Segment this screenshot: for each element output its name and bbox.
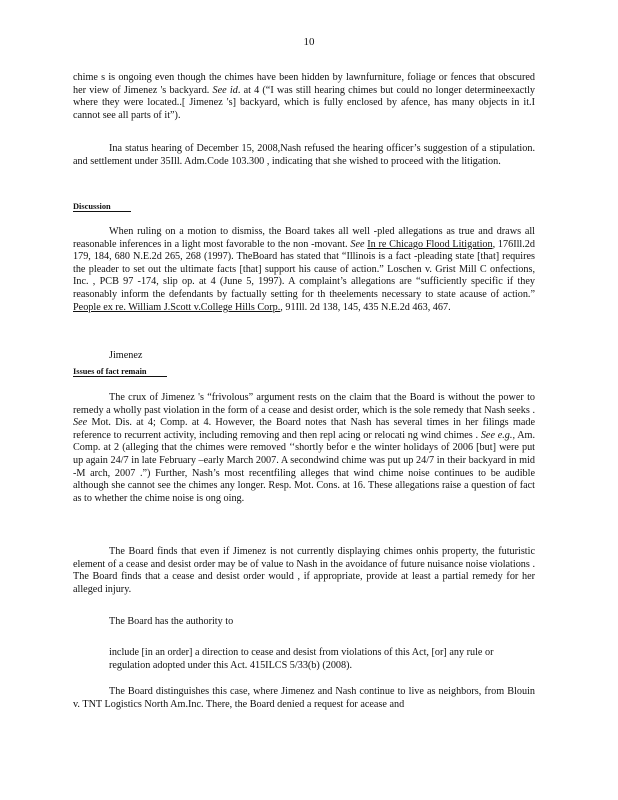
paragraph-motion-to-dismiss: [73, 226, 535, 314]
citation-id: id: [229, 84, 238, 96]
citation-signal: See: [212, 84, 227, 96]
heading-discussion: [73, 201, 131, 214]
text: Mot. Dis. at 4; Comp. at 4. However, the Board notes that Nash has several times in her filings made reference to recurrent activity, including removing and then repl acing or relocati ng wind chimes .: [73, 417, 536, 441]
text: , 176Ill.2d 179, 184, 680 N.E.2d 265, 268 (1997). TheBoard has stated that “Illinois is a fact -pleading state [that] requires the pleader to set out the ultimate facts [that] support his cause of action.” Loschen v. Grist Mill C onfections, Inc. , PCB 97 -174, slip op. at 4 (June 5, 1997). A complaint’s allegations are “sufficiently specific if they reasonably inform the defendants by factually setting for th theelements necessary to state acause of action.”: [73, 238, 535, 300]
paragraph-status-hearing: Ina status hearing of December 15, 2008,Nash refused the hearing officer’s suggestion of a stipulation. and settlement under 35Ill. Adm.Code 103.300 , indicating that she wished to proceed with the litigation.: [73, 143, 535, 167]
text: . at 4 (“I was still hearing chimes but could no longer determineexactly where they were located..[ Jimenez 's] backyard, which is fully enclosed by afence, has many objects in it.I cannot see all parts of it”).: [73, 84, 536, 121]
paragraph-distinguishes: The Board distinguishes this case, where Jimenez and Nash continue to live as neighbors, from Blouin v. TNT Logistics North Am.Inc. There, the Board denied a request for acease and: [73, 686, 535, 710]
paragraph-board-finds: The Board finds that even if Jimenez is not currently displaying chimes onhis property, the futuristic element of a cease and desist order may be of value to Nash in the avoidance of future nuisance noise violations . The Board finds that a cease and desist order would , if appropriate, provide at least a partial remedy for her alleged injury.: [73, 546, 535, 595]
heading-text: Issues of fact remain: [73, 367, 167, 377]
block-quote: include [in an order] a direction to cease and desist from violations of this Act, [or] any rule or regulation adopted under this Act. 415ILCS 5/33(b) (2008).: [109, 647, 494, 671]
heading-jimenez: Jimenez: [109, 350, 143, 361]
citation-signal: See: [350, 238, 365, 250]
citation-signal: e.g.,: [497, 429, 515, 441]
case-name: People ex re. William J.Scott v.College Hills Corp.: [73, 301, 281, 313]
text: When ruling on a motion to dismiss, the Board takes all well -pled allegations as true and draws all reasonable inferences in a light most favorable to the non -movant.: [73, 226, 535, 250]
citation-signal: See: [480, 429, 495, 441]
page-number: 10: [303, 36, 315, 48]
paragraph-authority: The Board has the authority to: [109, 616, 234, 627]
text: chime s is ongoing even though the chimes have been hidden by lawnfurniture, foliage or fences that obscured her view of Jimenez 's backyard.: [73, 72, 535, 96]
text: , 91Ill. 2d 138, 145, 435 N.E.2d 463, 467.: [280, 301, 451, 313]
heading-text: Discussion: [73, 202, 131, 212]
paragraph-chimes-ongoing: [73, 72, 535, 122]
text: The crux of Jimenez 's “frivolous” argument rests on the claim that the Board is without the power to remedy a wholly past violation in the form of a cease and desist order, which is the sole remedy that Nash seeks .: [73, 392, 535, 416]
text: Am. Comp. at 2 (alleging that the chimes were removed ‘‘shortly befor e the winter holidays of 2006 [but] were put up again 24/7 in late February –early March 2007. A secondwind chime was put up 24/7 in their backyard in mid -M arch, 2007 .”) Further, Nash’s most recentfiling alleges that wind chime noise continues to be audible although she cannot see the chimes any longer. Resp. Mot. Cons. at 16. These allegations raise a question of fact as to whether the chime noise is ong oing.: [73, 429, 536, 504]
citation-signal: See: [73, 417, 88, 429]
case-name: In re Chicago Flood Litigation: [367, 238, 493, 250]
paragraph-crux-argument: [73, 392, 535, 505]
heading-issues-of-fact: [73, 366, 167, 379]
